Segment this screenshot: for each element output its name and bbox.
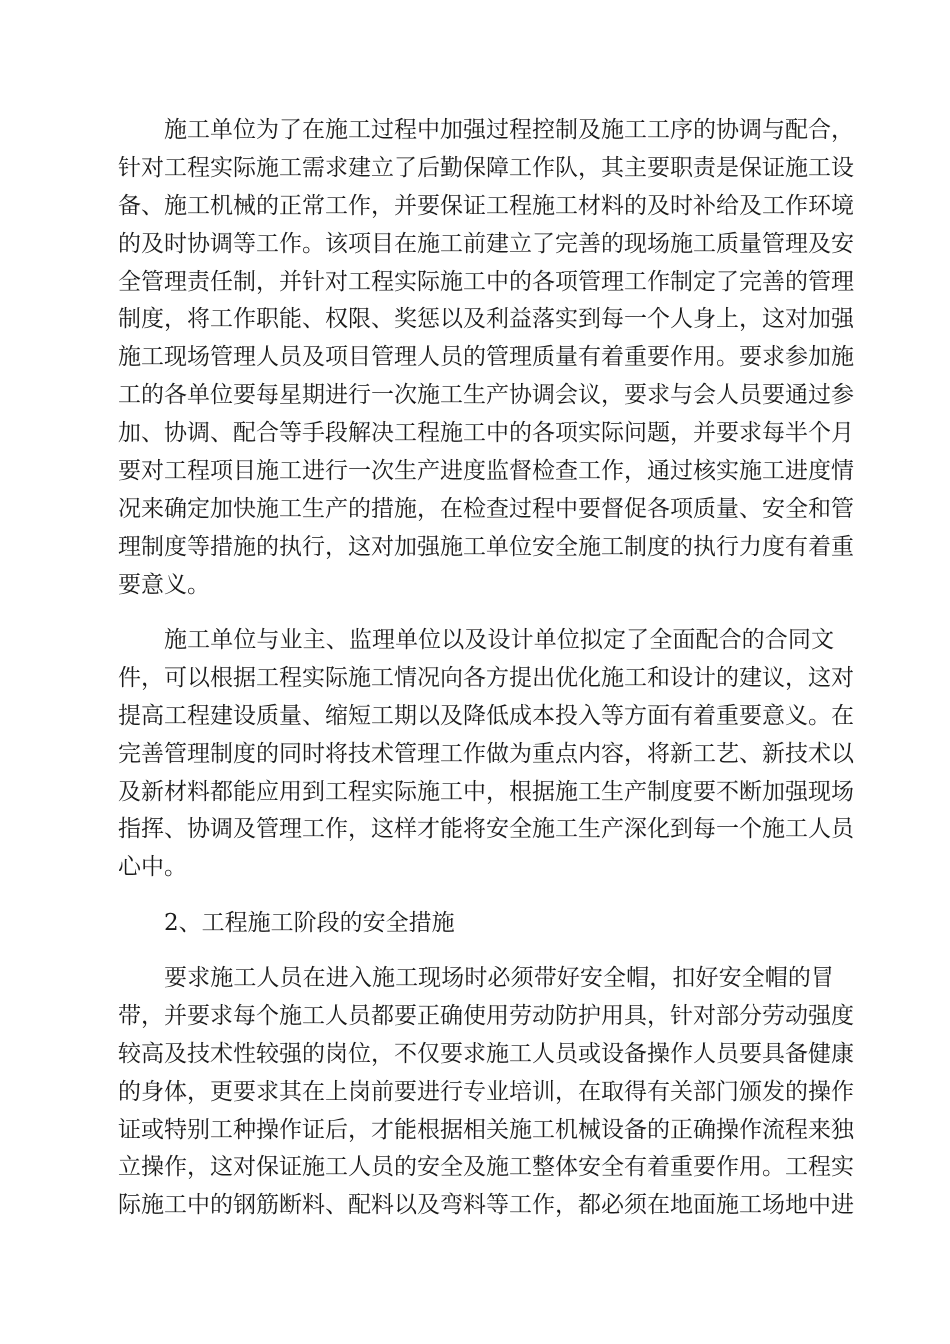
- text-line: 全管理责任制，并针对工程实际施工中的各项管理工作制定了完善的管理: [118, 268, 854, 295]
- text-line: 制度，将工作职能、权限、奖惩以及利益落实到每一个人身上，这对加强: [118, 306, 854, 333]
- section-heading-text: 2、工程施工阶段的安全措施: [164, 910, 455, 936]
- paragraph-logistics-management: [118, 112, 854, 605]
- text-line: 况来确定加快施工生产的措施，在检查过程中要督促各项质量、安全和管: [118, 495, 854, 522]
- text-line: 较高及技术性较强的岗位，不仅要求施工人员或设备操作人员要具备健康: [118, 1040, 854, 1067]
- text-line: 及新材料都能应用到工程实际施工中，根据施工生产制度要不断加强现场: [118, 778, 854, 805]
- text-line: 针对工程实际施工需求建立了后勤保障工作队，其主要职责是保证施工设: [118, 154, 854, 181]
- paragraph-safety-measures: [118, 960, 854, 1225]
- text-line: 的身体，更要求其在上岗前要进行专业培训，在取得有关部门颁发的操作: [118, 1078, 854, 1105]
- text-line: 要求施工人员在进入施工现场时必须带好安全帽，扣好安全帽的冒: [164, 965, 834, 991]
- text-line: 际施工中的钢筋断料、配料以及弯料等工作，都必须在地面施工场地中进: [118, 1192, 854, 1219]
- text-line: 提高工程建设质量、缩短工期以及降低成本投入等方面有着重要意义。在: [118, 702, 854, 729]
- text-line: 施工单位为了在施工过程中加强过程控制及施工工序的协调与配合，: [164, 117, 854, 143]
- text-line: 证或特别工种操作证后，才能根据相关施工机械设备的正确操作流程来独: [118, 1116, 854, 1143]
- text-line: 施工单位与业主、监理单位以及设计单位拟定了全面配合的合同文: [164, 627, 834, 653]
- text-line: 带，并要求每个施工人员都要正确使用劳动防护用具，针对部分劳动强度: [118, 1002, 854, 1029]
- text-line: 备、施工机械的正常工作，并要保证工程施工材料的及时补给及工作环境: [118, 192, 854, 219]
- text-line: 要对工程项目施工进行一次生产进度监督检查工作，通过核实施工进度情: [118, 458, 854, 485]
- text-line: 立操作，这对保证施工人员的安全及施工整体安全有着重要作用。工程实: [118, 1154, 854, 1181]
- text-line: 工的各单位要每星期进行一次施工生产协调会议，要求与会人员要通过参: [118, 382, 854, 409]
- text-line: 件，可以根据工程实际施工情况向各方提出优化施工和设计的建议，这对: [118, 664, 854, 691]
- text-line: 理制度等措施的执行，这对加强施工单位安全施工制度的执行力度有着重: [118, 533, 854, 560]
- text-line: 的及时协调等工作。该项目在施工前建立了完善的现场施工质量管理及安: [118, 230, 854, 257]
- text-line: 要意义。: [118, 571, 210, 598]
- section-heading: [118, 905, 834, 943]
- paragraph-contract-coordination: [118, 622, 854, 887]
- text-line: 施工现场管理人员及项目管理人员的管理质量有着重要作用。要求参加施: [118, 344, 854, 371]
- text-line: 心中。: [118, 854, 187, 881]
- text-line: 指挥、协调及管理工作，这样才能将安全施工生产深化到每一个施工人员: [118, 816, 854, 843]
- text-line: 完善管理制度的同时将技术管理工作做为重点内容，将新工艺、新技术以: [118, 740, 854, 767]
- text-line: 加、协调、配合等手段解决工程施工中的各项实际问题，并要求每半个月: [118, 420, 854, 447]
